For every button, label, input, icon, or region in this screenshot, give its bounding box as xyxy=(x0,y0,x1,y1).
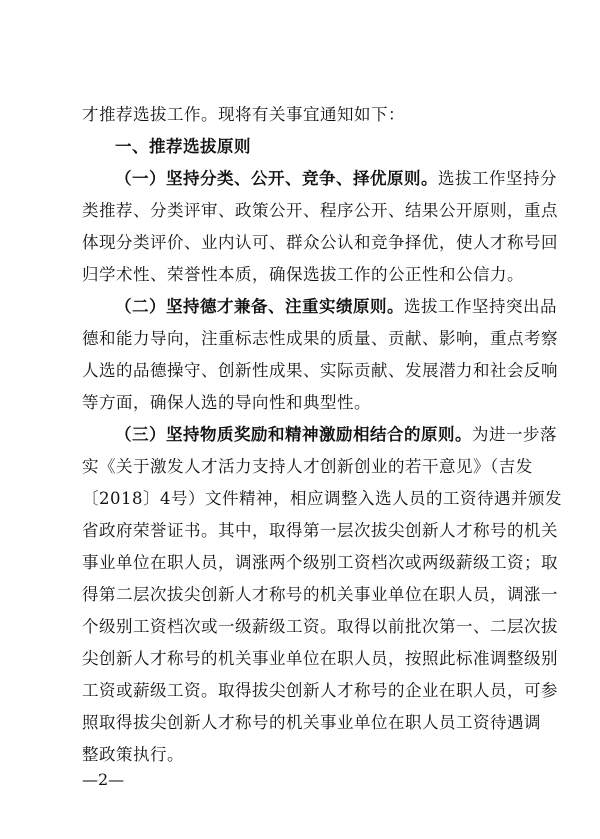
principle-3-first-line xyxy=(115,419,557,451)
opening-line: 才推荐选拔工作。现将有关事宜通知如下： xyxy=(82,105,405,124)
principle-2-heading: （二）坚持德才兼备、注重实绩原则。 xyxy=(115,297,404,316)
principle-3-line: 省政府荣誉证书。其中，取得第一层次拔尖创新人才称号的机关 xyxy=(82,521,558,540)
principle-3-line: 〔2018〕4号）文件精神，相应调整入选人员的工资待遇并颁发 xyxy=(82,489,562,508)
principle-3-line: 实《关于激发人才活力支持人才创新创业的若干意见》（吉发 xyxy=(82,457,533,476)
principle-1-text: 选拔工作坚持分 xyxy=(438,169,557,188)
principle-3-line: 个级别工资档次或一级薪级工资。取得以前批次第一、二层次拔 xyxy=(82,617,558,636)
principle-3-line: 得第二层次拔尖创新人才称号的机关事业单位在职人员，调涨一 xyxy=(82,585,558,604)
principle-3-line: 照取得拔尖创新人才称号的机关事业单位在职人员工资待遇调 xyxy=(82,713,541,732)
principle-2-line: 等方面，确保人选的导向性和典型性。 xyxy=(82,393,371,412)
principle-3-line: 工资或薪级工资。取得拔尖创新人才称号的企业在职人员，可参 xyxy=(82,681,558,700)
principle-3-text: 为进一步落 xyxy=(472,425,557,444)
principle-3-line: 整政策执行。 xyxy=(82,745,184,764)
principle-2-first-line xyxy=(115,291,557,323)
principle-2-line: 人选的品德操守、创新性成果、实际贡献、发展潜力和社会反响 xyxy=(82,361,558,380)
page-number: —2— xyxy=(82,770,125,789)
principle-3-line: 尖创新人才称号的机关事业单位在职人员，按照此标准调整级别 xyxy=(82,649,558,668)
principle-1-line: 体现分类评价、业内认可、群众公认和竞争择优，使人才称号回 xyxy=(82,233,558,252)
principle-3-heading: （三）坚持物质奖励和精神激励相结合的原则。 xyxy=(115,425,472,444)
principle-1-line: 归学术性、荣誉性本质，确保选拔工作的公正性和公信力。 xyxy=(82,265,524,284)
principle-1-heading: （一）坚持分类、公开、竞争、择优原则。 xyxy=(115,169,438,188)
section-heading: 一、推荐选拔原则 xyxy=(115,137,251,156)
principle-2-line: 德和能力导向，注重标志性成果的质量、贡献、影响，重点考察 xyxy=(82,329,558,348)
principle-3-line: 事业单位在职人员，调涨两个级别工资档次或两级薪级工资；取 xyxy=(82,553,558,572)
principle-1-line: 类推荐、分类评审、政策公开、程序公开、结果公开原则，重点 xyxy=(82,201,558,220)
principle-1-first-line xyxy=(115,163,557,195)
principle-2-text: 选拔工作坚持突出品 xyxy=(404,297,557,316)
